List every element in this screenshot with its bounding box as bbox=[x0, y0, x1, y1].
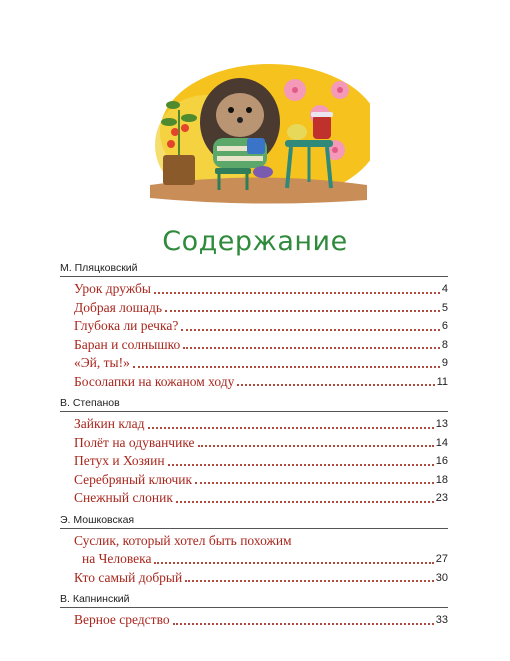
toc-entry[interactable] bbox=[74, 434, 448, 453]
page-title: Содержание bbox=[162, 226, 348, 257]
entry-page: 30 bbox=[435, 571, 448, 584]
entry-title: «Эй, ты!» bbox=[74, 355, 130, 370]
entry-page: 8 bbox=[441, 338, 448, 351]
author-heading: М. Пляцковский bbox=[60, 262, 448, 277]
author-heading: В. Капнинский bbox=[60, 593, 448, 608]
entry-page: 27 bbox=[435, 553, 448, 565]
entry-page: 33 bbox=[435, 614, 448, 626]
toc-entry[interactable] bbox=[74, 611, 448, 630]
toc-entry[interactable] bbox=[74, 471, 448, 490]
entry-title: Урок дружбы bbox=[74, 281, 151, 296]
dot-leader bbox=[198, 445, 434, 447]
dot-leader bbox=[168, 464, 434, 466]
toc-entry[interactable] bbox=[74, 336, 448, 355]
dot-leader bbox=[176, 501, 434, 503]
entry-title: Полёт на одуванчике bbox=[74, 434, 195, 450]
entry-page: 13 bbox=[435, 418, 448, 430]
entry-page: 6 bbox=[441, 320, 448, 332]
entry-title: Босолапки на кожаном ходу bbox=[74, 373, 235, 389]
entry-title: Баран и солнышко bbox=[74, 336, 181, 352]
dot-leader bbox=[173, 623, 434, 625]
entry-page: 18 bbox=[435, 473, 448, 486]
toc-entry[interactable] bbox=[74, 452, 448, 471]
entry-title: Суслик, который хотел быть похожим bbox=[74, 532, 292, 548]
entry-title: Добрая лошадь bbox=[74, 299, 163, 315]
author-heading: Э. Мошковская bbox=[60, 514, 448, 529]
toc-entry[interactable] bbox=[74, 299, 448, 318]
entry-page: 16 bbox=[435, 455, 448, 467]
entry-page: 14 bbox=[435, 436, 448, 449]
entry-title: Петух и Хозяин bbox=[74, 453, 165, 468]
toc-entry[interactable] bbox=[74, 354, 448, 373]
entry-title: Глубока ли речка? bbox=[74, 318, 179, 333]
entry-page: 5 bbox=[441, 301, 448, 314]
entry-page: 11 bbox=[436, 375, 448, 388]
entry-page: 4 bbox=[441, 283, 448, 295]
table-of-contents bbox=[60, 262, 448, 630]
dot-leader bbox=[183, 347, 440, 349]
toc-entry[interactable] bbox=[74, 569, 448, 588]
entry-title: Кто самый добрый bbox=[74, 569, 183, 585]
entry-title: Верное средство bbox=[74, 612, 170, 627]
entry-page: 9 bbox=[441, 357, 448, 369]
dot-leader bbox=[165, 310, 440, 312]
entry-title: Зайкин клад bbox=[74, 416, 145, 431]
entry-title: Серебряный ключик bbox=[74, 471, 193, 487]
toc-entry[interactable] bbox=[74, 317, 448, 336]
dot-leader bbox=[154, 562, 433, 564]
entry-title: Снежный слоник bbox=[74, 490, 173, 505]
toc-entry[interactable] bbox=[74, 415, 448, 434]
toc-entry[interactable] bbox=[74, 489, 448, 508]
dot-leader bbox=[133, 366, 440, 368]
dot-leader bbox=[195, 482, 434, 484]
dot-leader bbox=[185, 580, 434, 582]
toc-entry[interactable] bbox=[74, 280, 448, 299]
author-heading: В. Степанов bbox=[60, 397, 448, 412]
entry-page: 23 bbox=[435, 492, 448, 504]
dot-leader bbox=[237, 384, 434, 386]
entry-title-continued: на Человека bbox=[82, 551, 152, 566]
dot-leader bbox=[154, 292, 440, 294]
hedgehog-illustration bbox=[145, 60, 370, 210]
toc-entry[interactable] bbox=[74, 532, 448, 569]
dot-leader bbox=[181, 329, 440, 331]
dot-leader bbox=[148, 427, 434, 429]
toc-entry[interactable] bbox=[74, 373, 448, 392]
